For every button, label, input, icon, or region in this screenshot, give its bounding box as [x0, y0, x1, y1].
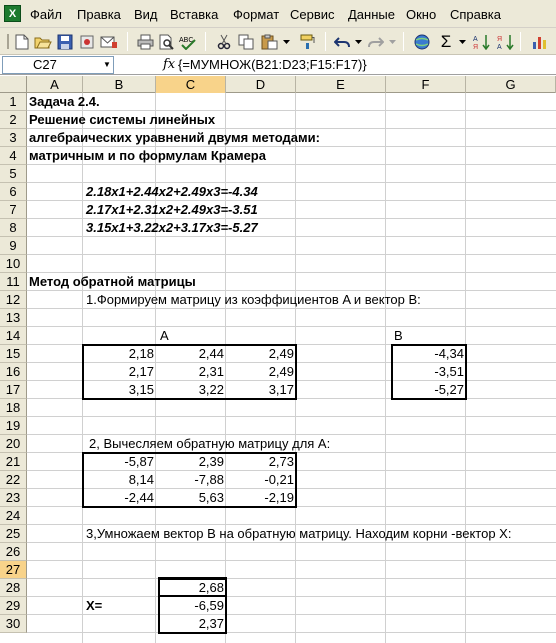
column-header-f[interactable]: F [386, 76, 466, 93]
row-header-10[interactable]: 10 [0, 255, 27, 273]
format-painter-icon[interactable] [297, 32, 319, 51]
cell-c17[interactable]: 3,22 [198, 382, 224, 397]
autosum-icon[interactable]: Σ [440, 31, 452, 51]
row-header-9[interactable]: 9 [0, 237, 27, 255]
menu-window[interactable]: Окно [406, 7, 437, 22]
gridline [27, 578, 556, 579]
new-icon[interactable] [12, 32, 32, 51]
cell-a11[interactable]: Метод обратной матрицы [29, 274, 196, 289]
print-icon[interactable] [135, 32, 155, 51]
gridline [27, 596, 556, 597]
row-header-2[interactable]: 2 [0, 111, 27, 129]
cell-d17[interactable]: 3,17 [268, 382, 294, 397]
undo-icon[interactable] [332, 32, 352, 51]
save-icon[interactable] [55, 32, 75, 51]
row-header-26[interactable]: 26 [0, 543, 27, 561]
row-header-8[interactable]: 8 [0, 219, 27, 237]
cell-c27[interactable]: 2,68 [198, 580, 224, 595]
gridline [27, 326, 556, 327]
cell-d21[interactable]: 2,73 [268, 454, 294, 469]
toolbar-separator [520, 32, 521, 51]
cell-b7[interactable]: 2.17x1+2.31x2+2.49x3=-3.51 [86, 202, 258, 217]
standard-toolbar [0, 28, 556, 55]
row-header-14[interactable]: 14 [0, 327, 27, 345]
cell-d23[interactable]: -2,19 [264, 490, 294, 505]
cell-a4[interactable]: матричным и по формулам Крамера [29, 148, 266, 163]
cell-d16[interactable]: 2,49 [268, 364, 294, 379]
row-header-6[interactable]: 6 [0, 183, 27, 201]
row-header-16[interactable]: 16 [0, 363, 27, 381]
select-all-corner[interactable] [0, 76, 27, 93]
toolbar-separator [205, 32, 206, 51]
row-header-11[interactable]: 11 [0, 273, 27, 291]
toolbar-grip [4, 32, 12, 51]
cell-b16[interactable]: 2,17 [128, 364, 154, 379]
menu-bar [0, 0, 556, 28]
spelling-icon[interactable] [177, 32, 199, 51]
column-header-c[interactable]: C [156, 76, 226, 93]
name-box[interactable]: C27 [2, 56, 114, 74]
row-header-23[interactable]: 23 [0, 489, 27, 507]
formula-input[interactable]: {=МУМНОЖ(B21:D23;F15:F17)} [178, 57, 367, 72]
open-icon[interactable] [33, 32, 53, 51]
gridline [27, 614, 556, 615]
gridline [27, 254, 556, 255]
cell-b22[interactable]: 8,14 [128, 472, 154, 487]
chart-icon[interactable] [528, 32, 550, 51]
permission-icon[interactable] [77, 32, 97, 51]
cell-c22[interactable]: -7,88 [194, 472, 224, 487]
cell-d22[interactable]: -0,21 [264, 472, 294, 487]
cell-d15[interactable]: 2,49 [268, 346, 294, 361]
cell-b8[interactable]: 3.15x1+3.22x2+3.17x3=-5.27 [86, 220, 258, 235]
gridline [27, 632, 556, 633]
cut-icon[interactable] [214, 32, 234, 51]
cell-c14[interactable]: A [160, 328, 169, 343]
sort-descending-icon[interactable] [495, 32, 517, 51]
toolbar-separator [403, 32, 404, 51]
column-headers [0, 76, 556, 93]
hyperlink-icon[interactable] [411, 32, 433, 51]
menu-file[interactable]: Файл [30, 7, 62, 22]
sort-ascending-icon[interactable] [471, 32, 493, 51]
paste-icon[interactable] [258, 32, 280, 51]
chevron-down-icon[interactable] [281, 32, 291, 51]
svg-text:Я: Я [497, 35, 503, 43]
chevron-down-icon[interactable] [457, 32, 467, 51]
cell-f16[interactable]: -3,51 [434, 364, 464, 379]
cell-b6[interactable]: 2.18x1+2.44x2+2.49x3=-4.34 [86, 184, 258, 199]
row-header-25[interactable]: 25 [0, 525, 27, 543]
cell-b15[interactable]: 2,18 [128, 346, 154, 361]
menu-format[interactable]: Формат [233, 7, 280, 22]
cell-a1[interactable]: Задача 2.4. [29, 94, 100, 109]
svg-text:Я: Я [473, 43, 479, 50]
cell-b12[interactable]: 1.Формируем матрицу из коэффициентов A и вектор B: [86, 292, 421, 307]
row-header-19[interactable]: 19 [0, 417, 27, 435]
copy-icon[interactable] [236, 32, 256, 51]
row-header-4[interactable]: 4 [0, 147, 27, 165]
cell-c28[interactable]: -6,59 [194, 598, 224, 613]
menu-edit[interactable]: Правка [77, 7, 121, 22]
row-header-18[interactable]: 18 [0, 399, 27, 417]
column-header-e[interactable]: E [296, 76, 386, 93]
svg-text:ABC: ABC [178, 36, 193, 44]
cell-b25[interactable]: 3,Умножаем вектор B на обратную матрицу. Находим корни -вектор X: [86, 526, 512, 541]
column-header-a[interactable]: A [27, 76, 83, 93]
gridline [27, 416, 556, 417]
row-header-29[interactable]: 29 [0, 597, 27, 615]
row-header-15[interactable]: 15 [0, 345, 27, 363]
row-header-24[interactable]: 24 [0, 507, 27, 525]
menu-insert[interactable]: Вставка [170, 7, 219, 22]
cell-a3[interactable]: алгебраических уравнений двумя методами: [29, 130, 320, 145]
formula-bar [0, 55, 556, 75]
cell-b28[interactable]: X= [86, 598, 103, 613]
cell-f17[interactable]: -5,27 [434, 382, 464, 397]
chevron-down-icon[interactable] [387, 32, 397, 51]
row-header-13[interactable]: 13 [0, 309, 27, 327]
worksheet-grid[interactable] [27, 93, 556, 643]
svg-text:A: A [497, 43, 502, 50]
print-preview-icon[interactable] [156, 32, 176, 51]
menu-view[interactable]: Вид [134, 7, 158, 22]
cell-a2[interactable]: Решение системы линейных [29, 112, 216, 127]
redo-icon[interactable] [366, 32, 386, 51]
column-header-d[interactable]: D [226, 76, 296, 93]
row-header-22[interactable]: 22 [0, 471, 27, 489]
cell-c16[interactable]: 2,31 [198, 364, 224, 379]
cell-c23[interactable]: 5,63 [198, 490, 224, 505]
cell-b20[interactable]: 2, Вычесляем обратную матрицу для A: [89, 436, 331, 451]
toolbar-separator [127, 32, 128, 51]
cell-b17[interactable]: 3,15 [128, 382, 154, 397]
cell-c15[interactable]: 2,44 [198, 346, 224, 361]
row-header-5[interactable]: 5 [0, 165, 27, 183]
cell-f15[interactable]: -4,34 [434, 346, 464, 361]
email-icon[interactable] [98, 32, 120, 51]
cell-c21[interactable]: 2,39 [198, 454, 224, 469]
menu-help[interactable]: Справка [450, 7, 501, 22]
column-header-b[interactable]: B [83, 76, 156, 93]
row-header-12[interactable]: 12 [0, 291, 27, 309]
row-header-7[interactable]: 7 [0, 201, 27, 219]
toolbar-separator [325, 32, 326, 51]
row-header-20[interactable]: 20 [0, 435, 27, 453]
menu-tools[interactable]: Сервис [290, 7, 335, 22]
row-header-27[interactable]: 27 [0, 561, 27, 579]
chevron-down-icon[interactable] [353, 32, 363, 51]
row-header-28[interactable]: 28 [0, 579, 27, 597]
menu-data[interactable]: Данные [348, 7, 395, 22]
column-header-g[interactable]: G [466, 76, 556, 93]
svg-text:A: A [473, 35, 478, 43]
row-header-21[interactable]: 21 [0, 453, 27, 471]
row-header-17[interactable]: 17 [0, 381, 27, 399]
cell-b23[interactable]: -2,44 [124, 490, 154, 505]
cell-b21[interactable]: -5,87 [124, 454, 154, 469]
gridline [27, 560, 556, 561]
insert-function-icon[interactable]: fx [163, 57, 176, 72]
cell-f14[interactable]: B [394, 328, 403, 343]
chevron-down-icon[interactable]: ▼ [103, 60, 111, 69]
excel-app-icon[interactable]: X [4, 5, 21, 22]
row-header-1[interactable]: 1 [0, 93, 27, 111]
row-header-30[interactable]: 30 [0, 615, 27, 633]
cell-c29[interactable]: 2,37 [198, 616, 224, 631]
row-header-3[interactable]: 3 [0, 129, 27, 147]
